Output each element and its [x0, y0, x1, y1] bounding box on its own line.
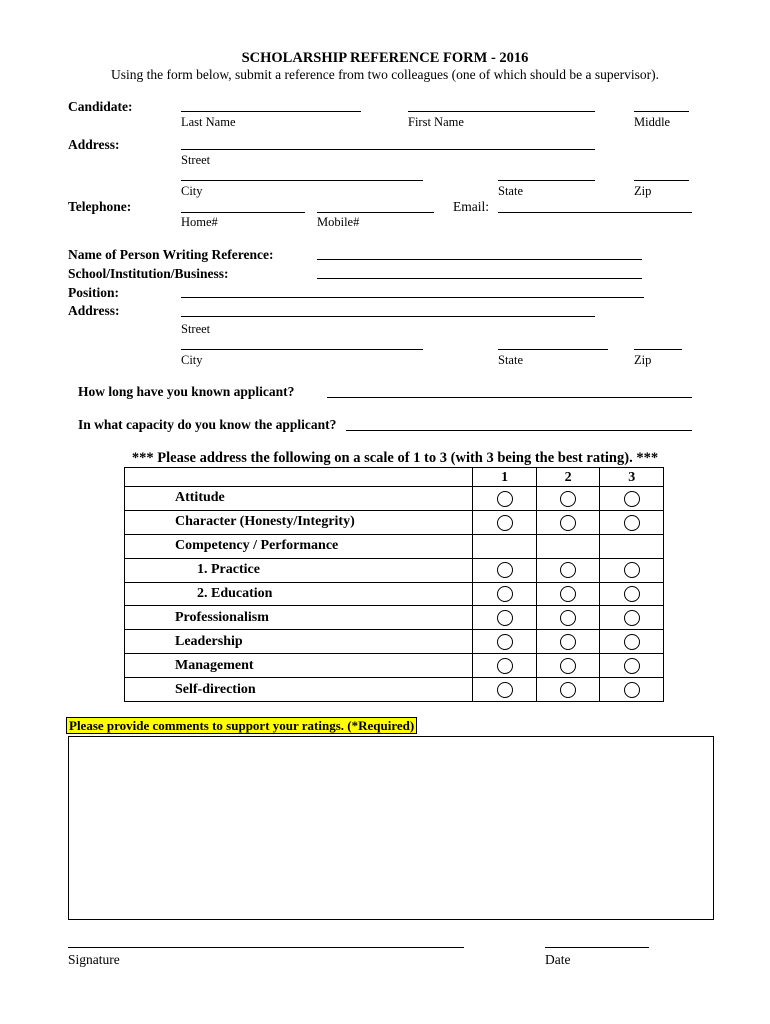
criterion-education: 2. Education	[125, 582, 473, 606]
reference-address-label: Address:	[68, 303, 120, 318]
education-radio-1[interactable]	[497, 586, 513, 602]
candidate-state-field[interactable]	[498, 180, 595, 181]
middle-caption: Middle	[634, 115, 671, 129]
self-direction-radio-3[interactable]	[624, 682, 640, 698]
rating-header-blank	[125, 468, 473, 487]
signature-caption: Signature	[68, 952, 120, 967]
page-title: SCHOLARSHIP REFERENCE FORM - 2016	[241, 50, 529, 66]
rating-header-row	[125, 468, 664, 487]
comments-label: Please provide comments to support your ratings. (*Required)	[66, 717, 417, 734]
comments-label-wrapper	[66, 717, 417, 735]
first-name-caption: First Name	[408, 115, 464, 129]
attitude-radio-3[interactable]	[624, 491, 640, 507]
criterion-character: Character (Honesty/Integrity)	[125, 510, 473, 534]
attitude-radio-1[interactable]	[497, 491, 513, 507]
professionalism-radio-3[interactable]	[624, 610, 640, 626]
rating-row-character	[125, 510, 664, 534]
scale-label-2: 2	[564, 470, 572, 485]
rating-row-education	[125, 582, 664, 606]
reference-city-field[interactable]	[181, 349, 423, 350]
practice-radio-1[interactable]	[497, 562, 513, 578]
how-long-label: How long have you known applicant?	[78, 384, 295, 399]
competency-empty-2	[536, 534, 600, 558]
rating-row-professionalism	[125, 606, 664, 630]
school-field[interactable]	[317, 278, 642, 279]
reference-city-caption: City	[181, 353, 203, 367]
rating-row-attitude	[125, 487, 664, 511]
state-caption: State	[498, 184, 523, 198]
last-name-caption: Last Name	[181, 115, 236, 129]
leadership-radio-3[interactable]	[624, 634, 640, 650]
mobile-phone-field[interactable]	[317, 212, 434, 213]
scale-header-1	[473, 468, 537, 487]
competency-empty-1	[473, 534, 537, 558]
position-label: Position:	[68, 285, 120, 300]
home-caption: Home#	[181, 215, 218, 229]
reference-state-field[interactable]	[498, 349, 608, 350]
candidate-zip-field[interactable]	[634, 180, 689, 181]
attitude-radio-2[interactable]	[560, 491, 576, 507]
candidate-city-field[interactable]	[181, 180, 423, 181]
character-radio-3[interactable]	[624, 515, 640, 531]
email-label: Email:	[453, 199, 489, 214]
criterion-competency: Competency / Performance	[125, 534, 473, 558]
rating-row-self-direction	[125, 678, 664, 702]
mobile-caption: Mobile#	[317, 215, 360, 229]
city-caption: City	[181, 184, 203, 198]
reference-zip-field[interactable]	[634, 349, 682, 350]
home-phone-field[interactable]	[181, 212, 305, 213]
scale-header-2	[536, 468, 600, 487]
reference-zip-caption: Zip	[634, 353, 652, 367]
signature-field[interactable]	[68, 947, 464, 948]
first-name-field[interactable]	[408, 111, 595, 112]
character-radio-1[interactable]	[497, 515, 513, 531]
rating-row-competency	[125, 534, 664, 558]
practice-radio-2[interactable]	[560, 562, 576, 578]
last-name-field[interactable]	[181, 111, 361, 112]
date-field[interactable]	[545, 947, 649, 948]
criterion-practice: 1. Practice	[125, 558, 473, 582]
management-radio-2[interactable]	[560, 658, 576, 674]
street-caption: Street	[181, 153, 211, 167]
scale-label-1: 1	[501, 470, 509, 485]
how-long-field[interactable]	[327, 397, 692, 398]
scale-header-3	[600, 468, 664, 487]
criterion-self-direction: Self-direction	[125, 678, 473, 702]
criterion-attitude: Attitude	[125, 487, 473, 511]
rating-table	[124, 467, 664, 702]
management-radio-1[interactable]	[497, 658, 513, 674]
education-radio-3[interactable]	[624, 586, 640, 602]
zip-caption: Zip	[634, 184, 652, 198]
rating-instruction: *** Please address the following on a scale of 1 to 3 (with 3 being the best rating). ***	[131, 450, 659, 466]
leadership-radio-1[interactable]	[497, 634, 513, 650]
criterion-management: Management	[125, 654, 473, 678]
reference-street-caption: Street	[181, 322, 211, 336]
candidate-street-field[interactable]	[181, 149, 595, 150]
rating-row-practice	[125, 558, 664, 582]
address-label: Address:	[68, 137, 120, 152]
capacity-label: In what capacity do you know the applicant?	[78, 417, 337, 432]
candidate-label: Candidate:	[68, 99, 133, 114]
character-radio-2[interactable]	[560, 515, 576, 531]
scale-label-3: 3	[628, 470, 636, 485]
telephone-label: Telephone:	[68, 199, 132, 214]
self-direction-radio-1[interactable]	[497, 682, 513, 698]
reference-name-label: Name of Person Writing Reference:	[68, 247, 274, 262]
criterion-leadership: Leadership	[125, 630, 473, 654]
instructions: Using the form below, submit a reference from two colleagues (one of which should be a supervisor).	[111, 67, 659, 82]
professionalism-radio-2[interactable]	[560, 610, 576, 626]
position-field[interactable]	[181, 297, 644, 298]
middle-name-field[interactable]	[634, 111, 689, 112]
reference-street-field[interactable]	[181, 316, 595, 317]
competency-empty-3	[600, 534, 664, 558]
self-direction-radio-2[interactable]	[560, 682, 576, 698]
reference-state-caption: State	[498, 353, 523, 367]
management-radio-3[interactable]	[624, 658, 640, 674]
comments-textarea[interactable]	[68, 736, 714, 920]
education-radio-2[interactable]	[560, 586, 576, 602]
criterion-professionalism: Professionalism	[125, 606, 473, 630]
professionalism-radio-1[interactable]	[497, 610, 513, 626]
date-caption: Date	[545, 952, 571, 967]
reference-name-field[interactable]	[317, 259, 642, 260]
capacity-field[interactable]	[346, 430, 692, 431]
email-field[interactable]	[498, 212, 692, 213]
rating-row-management	[125, 654, 664, 678]
school-label: School/Institution/Business:	[68, 266, 229, 281]
practice-radio-3[interactable]	[624, 562, 640, 578]
rating-row-leadership	[125, 630, 664, 654]
leadership-radio-2[interactable]	[560, 634, 576, 650]
